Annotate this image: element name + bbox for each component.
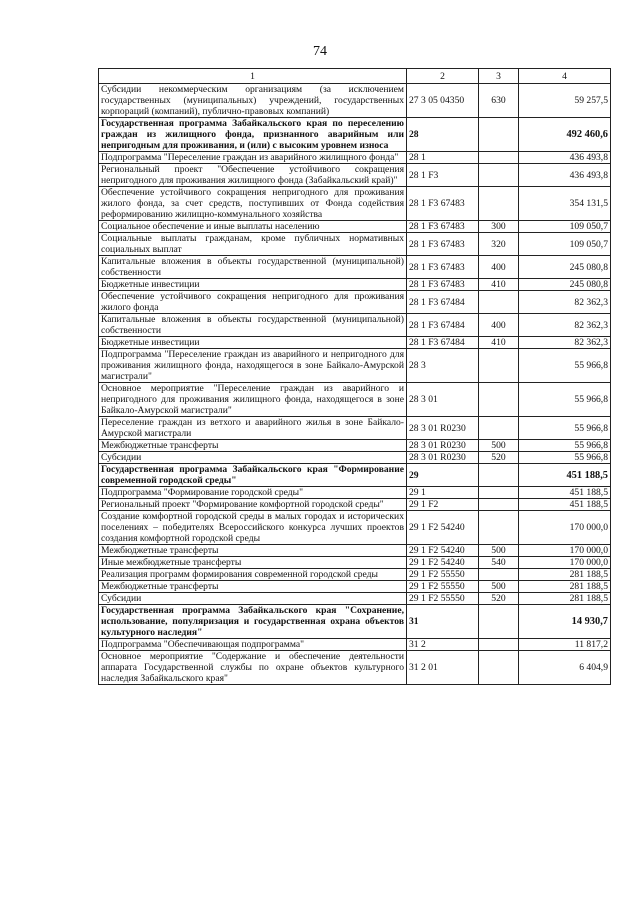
row-sum-cell: 281 188,5 [519,581,611,593]
header-col-3: 3 [479,69,519,84]
row-code-cell: 28 1 F3 67484 [407,314,479,337]
row-code-cell: 29 1 F2 55550 [407,593,479,605]
row-sum-cell: 245 080,8 [519,279,611,291]
row-name-cell: Капитальные вложения в объекты государственной (муниципальной) собственности [99,256,407,279]
row-sum-cell: 11 817,2 [519,639,611,651]
table-row [99,256,611,279]
row-code-cell: 28 3 [407,349,479,383]
row-sum-cell: 451 188,5 [519,499,611,511]
row-code-cell: 28 3 01 [407,383,479,417]
row-code-cell: 28 3 01 R0230 [407,440,479,452]
row-code-cell: 28 1 F3 67484 [407,337,479,349]
row-sum-cell: 170 000,0 [519,545,611,557]
row-sum-cell: 354 131,5 [519,187,611,221]
row-sum-cell: 451 188,5 [519,487,611,499]
row-kvr-cell [479,164,519,187]
row-name-cell: Бюджетные инвестиции [99,337,407,349]
table-row [99,464,611,487]
row-code-cell: 29 [407,464,479,487]
row-sum-cell: 82 362,3 [519,337,611,349]
row-name-cell: Социальные выплаты гражданам, кроме публичных нормативных социальных выплат [99,233,407,256]
table-row [99,417,611,440]
row-name-cell: Субсидии некоммерческим организациям (за исключением государственных (муниципальных) учреждений, государственных корпораций (компаний), публично-правовых компаний) [99,84,407,118]
row-code-cell: 29 1 F2 54240 [407,545,479,557]
table-row [99,84,611,118]
row-sum-cell: 82 362,3 [519,314,611,337]
row-name-cell: Обеспечение устойчивого сокращения непригодного для проживания жилого фонда [99,291,407,314]
row-name-cell: Реализация программ формирования современной городской среды [99,569,407,581]
row-sum-cell: 245 080,8 [519,256,611,279]
row-sum-cell: 436 493,8 [519,152,611,164]
row-code-cell: 29 1 F2 54240 [407,511,479,545]
row-name-cell: Региональный проект "Формирование комфортной городской среды" [99,499,407,511]
row-sum-cell: 109 050,7 [519,221,611,233]
row-name-cell: Субсидии [99,452,407,464]
row-kvr-cell [479,464,519,487]
row-code-cell: 28 1 F3 67483 [407,221,479,233]
row-name-cell: Государственная программа Забайкальского края "Формирование современной городской среды" [99,464,407,487]
row-code-cell: 28 3 01 R0230 [407,417,479,440]
table-row [99,487,611,499]
table-row [99,383,611,417]
row-kvr-cell: 500 [479,440,519,452]
row-code-cell: 31 2 [407,639,479,651]
row-kvr-cell [479,118,519,152]
row-kvr-cell [479,569,519,581]
row-name-cell: Обеспечение устойчивого сокращения непригодного для проживания жилого фонда, за счет средств, поступивших от Фонда содействия реформированию жилищно-коммунального хозяйства [99,187,407,221]
row-code-cell: 29 1 F2 54240 [407,557,479,569]
table-row [99,279,611,291]
row-sum-cell: 109 050,7 [519,233,611,256]
table-row [99,651,611,685]
row-code-cell: 29 1 F2 55550 [407,569,479,581]
table-row [99,452,611,464]
row-kvr-cell [479,499,519,511]
row-kvr-cell [479,417,519,440]
row-kvr-cell [479,605,519,639]
row-code-cell: 29 1 [407,487,479,499]
row-name-cell: Подпрограмма "Обеспечивающая подпрограмма" [99,639,407,651]
table-row [99,291,611,314]
row-kvr-cell [479,383,519,417]
row-sum-cell: 55 966,8 [519,349,611,383]
row-kvr-cell: 400 [479,256,519,279]
table-row [99,545,611,557]
row-kvr-cell [479,639,519,651]
row-name-cell: Подпрограмма "Формирование городской среды" [99,487,407,499]
table-row [99,118,611,152]
table-row [99,569,611,581]
row-kvr-cell: 300 [479,221,519,233]
row-sum-cell: 59 257,5 [519,84,611,118]
table-row [99,349,611,383]
row-name-cell: Переселение граждан из ветхого и аварийного жилья в зоне Байкало-Амурской магистрали [99,417,407,440]
row-code-cell: 28 1 F3 67483 [407,279,479,291]
row-name-cell: Капитальные вложения в объекты государственной (муниципальной) собственности [99,314,407,337]
row-sum-cell: 170 000,0 [519,511,611,545]
row-kvr-cell: 630 [479,84,519,118]
row-name-cell: Государственная программа Забайкальского края "Сохранение, использование, популяризация и государственная охрана объектов культурного наследия" [99,605,407,639]
row-code-cell: 31 [407,605,479,639]
row-sum-cell: 55 966,8 [519,417,611,440]
row-code-cell: 28 1 F3 67483 [407,233,479,256]
row-sum-cell: 281 188,5 [519,569,611,581]
header-col-1: 1 [99,69,407,84]
header-col-4: 4 [519,69,611,84]
row-sum-cell: 170 000,0 [519,557,611,569]
table-row [99,639,611,651]
table-row [99,337,611,349]
row-sum-cell: 14 930,7 [519,605,611,639]
row-kvr-cell: 400 [479,314,519,337]
row-sum-cell: 55 966,8 [519,440,611,452]
row-code-cell: 28 1 F3 67484 [407,291,479,314]
row-code-cell: 28 3 01 R0230 [407,452,479,464]
row-kvr-cell [479,187,519,221]
table-row [99,152,611,164]
row-code-cell: 29 1 F2 55550 [407,581,479,593]
header-col-2: 2 [407,69,479,84]
row-name-cell: Социальное обеспечение и иные выплаты населению [99,221,407,233]
table-row [99,499,611,511]
row-kvr-cell [479,651,519,685]
page-number: 74 [313,44,327,59]
table-row [99,314,611,337]
row-code-cell: 27 3 05 04350 [407,84,479,118]
row-name-cell: Межбюджетные трансферты [99,581,407,593]
row-code-cell: 28 1 F3 67483 [407,187,479,221]
row-kvr-cell [479,291,519,314]
row-name-cell: Бюджетные инвестиции [99,279,407,291]
row-kvr-cell: 520 [479,452,519,464]
row-code-cell: 29 1 F2 [407,499,479,511]
row-kvr-cell: 540 [479,557,519,569]
table-row [99,581,611,593]
table-row [99,187,611,221]
row-name-cell: Основное мероприятие "Переселение граждан из аварийного и непригодного для проживания жилищного фонда, находящегося в зоне Байкало-Амурской магистрали" [99,383,407,417]
row-code-cell: 28 1 F3 67483 [407,256,479,279]
row-code-cell: 28 1 F3 [407,164,479,187]
row-code-cell: 28 1 [407,152,479,164]
table-row [99,221,611,233]
row-kvr-cell [479,152,519,164]
row-name-cell: Создание комфортной городской среды в малых городах и исторических поселениях – победителях Всероссийского конкурса лучших проектов создания комфортной городской среды [99,511,407,545]
row-kvr-cell: 410 [479,279,519,291]
table-row [99,440,611,452]
row-kvr-cell: 520 [479,593,519,605]
row-kvr-cell [479,487,519,499]
row-sum-cell: 436 493,8 [519,164,611,187]
table-body [99,84,611,685]
table-header-row [99,69,611,84]
row-name-cell: Межбюджетные трансферты [99,545,407,557]
row-sum-cell: 6 404,9 [519,651,611,685]
table-row [99,233,611,256]
row-sum-cell: 281 188,5 [519,593,611,605]
row-name-cell: Основное мероприятие "Содержание и обеспечение деятельности аппарата Государственной службы по охране объектов культурного наследия Забайкальского края" [99,651,407,685]
row-kvr-cell: 320 [479,233,519,256]
row-kvr-cell [479,511,519,545]
table-row [99,164,611,187]
row-name-cell: Межбюджетные трансферты [99,440,407,452]
table-row [99,557,611,569]
row-name-cell: Иные межбюджетные трансферты [99,557,407,569]
row-sum-cell: 82 362,3 [519,291,611,314]
row-name-cell: Подпрограмма "Переселение граждан из аварийного жилищного фонда" [99,152,407,164]
table-row [99,511,611,545]
row-sum-cell: 55 966,8 [519,452,611,464]
row-name-cell: Государственная программа Забайкальского края по переселению граждан из жилищного фонда, признанного аварийным или непригодным для проживания, и (или) с высоким уровнем износа [99,118,407,152]
budget-table [98,68,611,685]
row-sum-cell: 451 188,5 [519,464,611,487]
row-code-cell: 28 [407,118,479,152]
row-kvr-cell: 500 [479,581,519,593]
table-row [99,593,611,605]
row-sum-cell: 492 460,6 [519,118,611,152]
row-kvr-cell: 500 [479,545,519,557]
row-sum-cell: 55 966,8 [519,383,611,417]
row-kvr-cell: 410 [479,337,519,349]
row-name-cell: Подпрограмма "Переселение граждан из аварийного и непригодного для проживания жилищного фонда, находящегося в зоне Байкало-Амурской магистрали" [99,349,407,383]
table-row [99,605,611,639]
row-code-cell: 31 2 01 [407,651,479,685]
row-name-cell: Субсидии [99,593,407,605]
row-kvr-cell [479,349,519,383]
row-name-cell: Региональный проект "Обеспечение устойчивого сокращения непригодного для проживания жилищного фонда (Забайкальский край)" [99,164,407,187]
